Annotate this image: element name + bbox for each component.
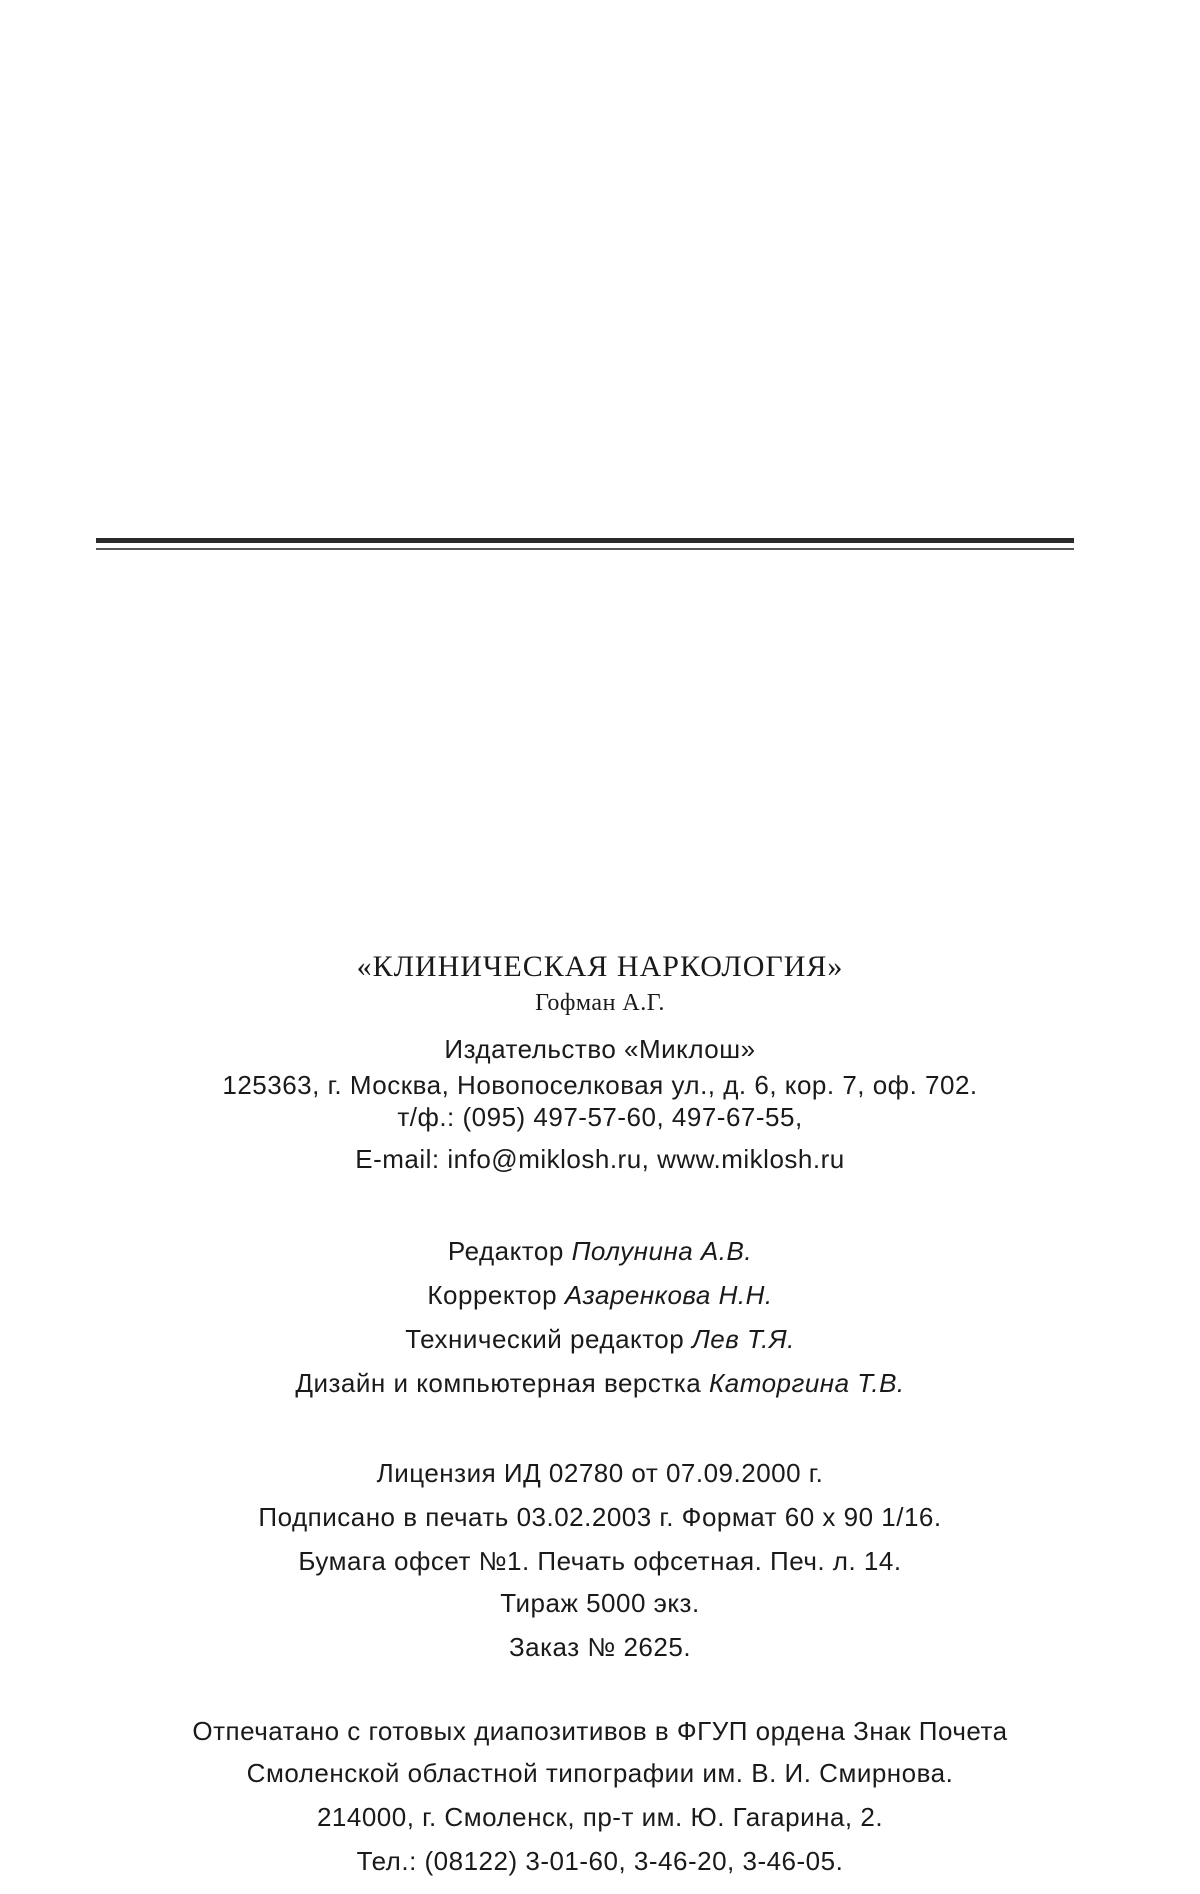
credit-person: Азаренкова Н.Н.	[564, 1280, 773, 1310]
decorative-rule-thin	[96, 548, 1074, 550]
decorative-rule	[96, 538, 1074, 543]
print-run-line: Тираж 5000 экз.	[500, 1588, 700, 1618]
credit-role: Корректор	[427, 1280, 558, 1310]
credit-person: Каторгина Т.В.	[708, 1368, 905, 1398]
order-number-line: Заказ № 2625.	[508, 1632, 692, 1662]
signed-to-print-line: Подписано в печать 03.02.2003 г. Формат 60 х 90 1/16.	[258, 1502, 942, 1532]
credit-technical-editor	[0, 1324, 1200, 1355]
credit-person: Лев Т.Я.	[691, 1324, 795, 1354]
credit-editor	[0, 1236, 1200, 1267]
paper-line: Бумага офсет №1. Печать офсетная. Печ. л. 14.	[298, 1546, 902, 1576]
printer-line-2: Смоленской областной типографии им. В. И. Смирнова.	[246, 1758, 954, 1788]
credit-person: Полунина А.В.	[571, 1236, 753, 1266]
printer-address: 214000, г. Смоленск, пр-т им. Ю. Гагарина, 2.	[316, 1802, 884, 1832]
credit-role: Дизайн и компьютерная верстка	[295, 1368, 702, 1398]
credit-design-layout	[0, 1368, 1200, 1399]
book-title: «КЛИНИЧЕСКАЯ НАРКОЛОГИЯ»	[356, 950, 844, 983]
book-author: Гофман А.Г.	[535, 990, 665, 1016]
publisher-address: 125363, г. Москва, Новопоселковая ул., д. 6, кор. 7, оф. 702.	[222, 1070, 978, 1100]
publisher-name: Издательство «Миклош»	[444, 1034, 756, 1064]
credit-role: Редактор	[447, 1236, 564, 1266]
printer-line-1: Отпечатано с готовых диапозитивов в ФГУП ордена Знак Почета	[192, 1716, 1008, 1746]
license-line: Лицензия ИД 02780 от 07.09.2000 г.	[376, 1458, 824, 1488]
publisher-contacts: E-mail: info@miklosh.ru, www.miklosh.ru	[355, 1144, 845, 1174]
publisher-phone: т/ф.: (095) 497-57-60, 497-67-55,	[397, 1102, 803, 1132]
credit-role: Технический редактор	[405, 1324, 685, 1354]
printer-phone: Тел.: (08122) 3-01-60, 3-46-20, 3-46-05.	[356, 1846, 844, 1876]
credit-proofreader	[0, 1280, 1200, 1311]
